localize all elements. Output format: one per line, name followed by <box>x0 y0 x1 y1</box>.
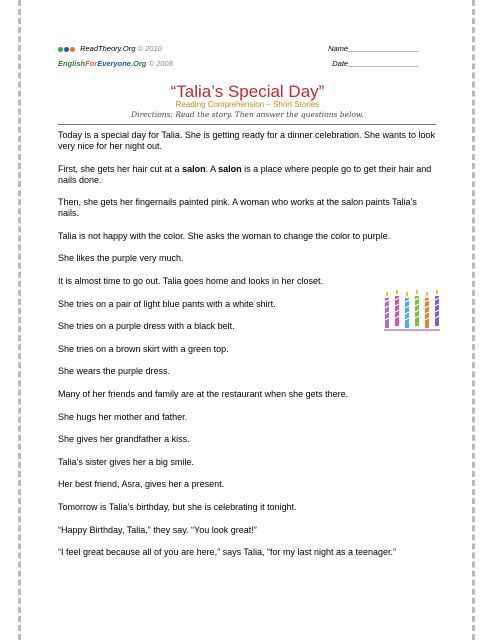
candle-5 <box>425 291 429 328</box>
readtheory-copyright: © 2010 <box>137 44 162 53</box>
story-paragraph: Then, she gets her fingernails painted pink. A woman who works at the salon paints Talia’s nails. <box>58 197 417 219</box>
englishforeveryone-copyright: © 2008 <box>148 59 173 68</box>
story-paragraph: It is almost time to go out. Talia goes home and looks in her closet. <box>58 275 323 286</box>
story-paragraph: Talia’s sister gives her a big smile. <box>58 456 194 467</box>
date-field: Date_________________ <box>332 59 419 68</box>
brand-dots-icon <box>58 45 76 54</box>
readtheory-brand <box>58 44 162 54</box>
directions: Directions: Read the story. Then answer the questions below. <box>131 110 364 119</box>
candle-3 <box>405 291 409 328</box>
candle-2 <box>395 290 399 326</box>
name-field: Name_________________ <box>328 44 419 53</box>
story-paragraph: She wears the purple dress. <box>58 366 171 377</box>
story-paragraph: Tomorrow is Talia’s birthday, but she is celebrating it tonight. <box>58 501 297 512</box>
story-paragraph: She tries on a pair of light blue pants with a white shirt. <box>58 298 276 309</box>
story-body <box>58 130 436 570</box>
story-title: “Talia’s Special Day” <box>170 82 325 101</box>
story-paragraph: Many of her friends and family are at the restaurant when she gets there. <box>58 388 349 399</box>
story-paragraph: She hugs her mother and father. <box>58 411 188 422</box>
story-paragraph: She gives her grandfather a kiss. <box>58 434 190 445</box>
story-paragraph: Talia is not happy with the color. She asks the woman to change the color to purple. <box>58 230 391 241</box>
story-paragraph-salon: First, she gets her hair cut at a salon. A salon is a place where people go to get their hair and nails done. <box>58 163 432 185</box>
candles-icon <box>382 290 442 338</box>
story-paragraph: Her best friend, Asra, gives her a present. <box>58 479 225 490</box>
story-paragraph: She likes the purple very much. <box>58 253 184 264</box>
story-paragraph: She tries on a brown skirt with a green top. <box>58 343 229 354</box>
story-paragraph: “Happy Birthday, Talia,” they say. “You look great!” <box>58 524 257 535</box>
candle-4 <box>415 290 419 326</box>
englishforeveryone-brand: EnglishForEveryone.Org © 2008 <box>58 59 173 68</box>
header-row-2 <box>58 59 419 68</box>
candle-1 <box>385 291 389 328</box>
story-paragraph: She tries on a purple dress with a black belt. <box>58 321 235 332</box>
candle-6 <box>435 290 439 326</box>
readtheory-name: ReadTheory.Org <box>80 44 136 53</box>
header-row-1 <box>58 44 419 54</box>
divider <box>58 124 436 125</box>
story-paragraph: “I feel great because all of you are here,” says Talia, “for my last night as a teenager.” <box>58 547 397 558</box>
story-paragraph: Today is a special day for Talia. She is getting ready for a dinner celebration. She wants to look very nice for her night out. <box>58 130 436 151</box>
story-subtitle: Reading Comprehension – Short Stories <box>175 100 320 109</box>
